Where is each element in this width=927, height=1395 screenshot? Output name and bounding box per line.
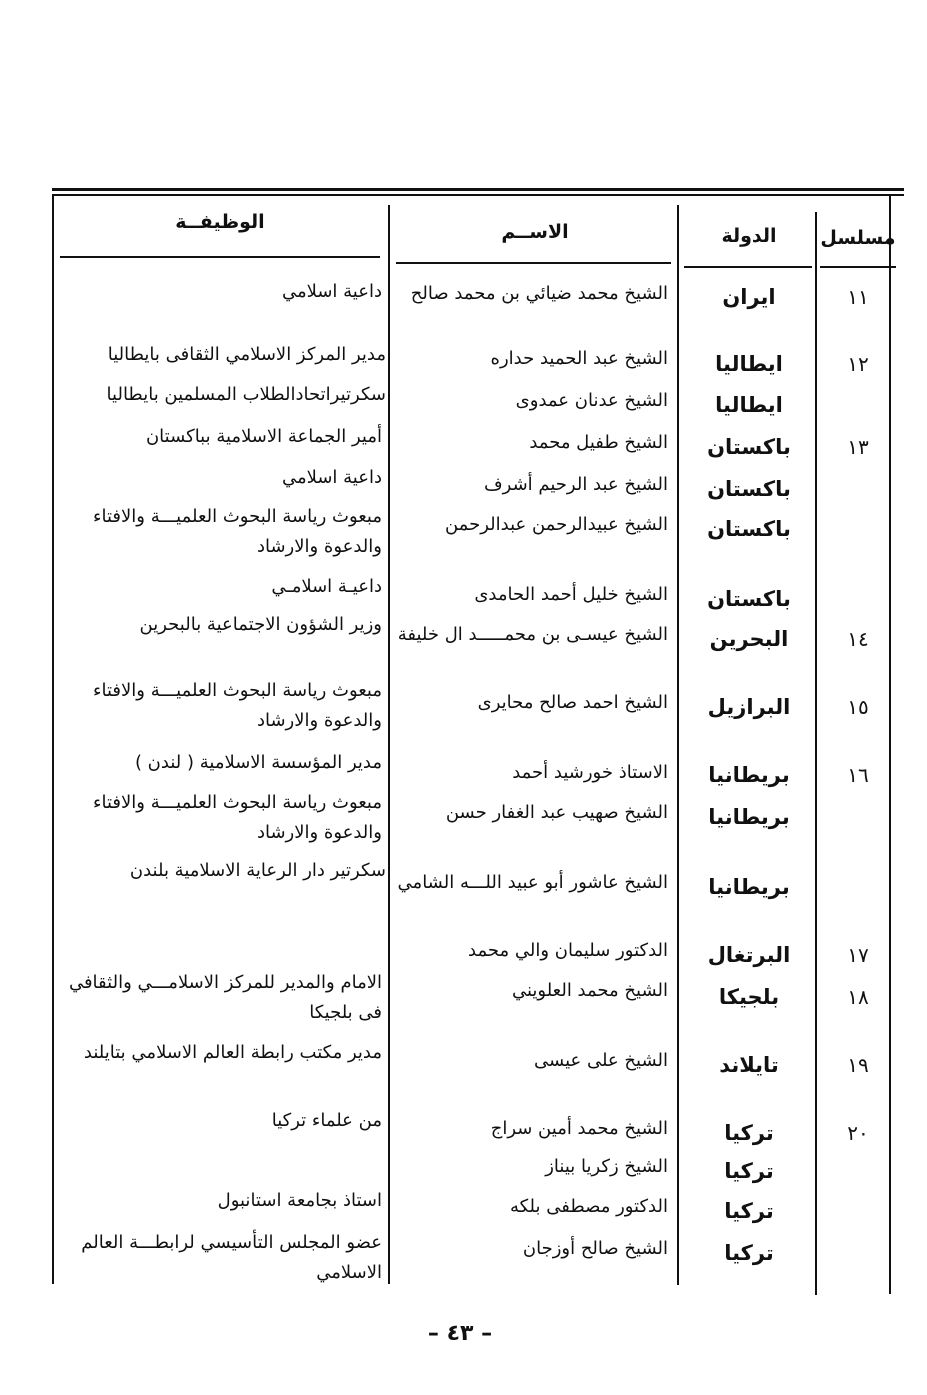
header-underline-name: [396, 262, 671, 264]
row-name: الشيخ صالح أوزجان: [522, 1238, 668, 1259]
row-job: سكرتيراتحادالطلاب المسلمين بايطاليا: [106, 384, 386, 405]
row-job: داعية اسلامي: [281, 467, 382, 488]
row-name: الشيخ طفيل محمد: [529, 432, 668, 453]
row-country: ايران: [722, 285, 776, 309]
row-country: بلجيكا: [718, 985, 780, 1009]
row-country: بريطانيا: [708, 805, 790, 829]
row-name: الشيخ محمد أمين سراج: [490, 1118, 668, 1139]
row-name: الشيخ زكريا بيناز: [545, 1156, 668, 1177]
row-name: الدكتور سليمان والي محمد: [468, 940, 668, 961]
top-rule: [52, 188, 904, 191]
row-country: تركيا: [724, 1241, 774, 1265]
row-name: الشيخ احمد صالح محايرى: [477, 692, 668, 713]
header-underline-serial: [820, 266, 896, 268]
row-country: بريطانيا: [708, 875, 790, 899]
row-country: باكستان: [707, 517, 791, 541]
column-line-job-name: [388, 205, 390, 1284]
row-job: أمير الجماعة الاسلامية بباكستان: [145, 426, 382, 447]
row-name: الشيخ على عيسى: [534, 1050, 668, 1071]
row-job: مدير المركز الاسلامي الثقافى بايطاليا: [107, 344, 386, 365]
row-job: مدير مكتب رابطة العالم الاسلامي بتايلند: [83, 1042, 382, 1063]
page-number: – ٤٣ –: [427, 1321, 493, 1346]
row-name: الشيخ محمد العلويني: [511, 980, 668, 1001]
header-country: الدولة: [721, 225, 777, 247]
row-job: من علماء تركيا: [271, 1110, 382, 1131]
row-job: عضو المجلس التأسيسي لرابطـــة العالم الاسلامي: [81, 1232, 382, 1283]
top-rule-inner: [52, 194, 904, 196]
row-serial: ١٢: [847, 352, 869, 376]
row-name: الشيخ عبيدالرحمن عبدالرحمن: [444, 514, 668, 535]
row-country: البحرين: [709, 627, 789, 651]
header-name: الاســم: [501, 221, 569, 243]
row-country: باكستان: [707, 587, 791, 611]
row-country: بريطانيا: [708, 763, 790, 787]
row-job: مدير المؤسسة الاسلامية ( لندن ): [134, 752, 382, 773]
row-name: الدكتور مصطفى بلكه: [509, 1196, 668, 1217]
row-job: مبعوث رياسة البحوث العلميـــة والافتاء والدعوة والارشاد: [93, 680, 382, 731]
header-job: الوظيفــة: [175, 211, 265, 233]
row-country: ايطاليا: [715, 393, 783, 417]
row-country: باكستان: [707, 435, 791, 459]
row-serial: ١٧: [847, 943, 869, 967]
row-country: البرتغال: [707, 943, 791, 967]
row-country: ايطاليا: [715, 352, 783, 376]
row-job: مبعوث رياسة البحوث العلميـــة والافتاء والدعوة والارشاد: [93, 792, 382, 843]
row-job: داعية اسلامي: [281, 281, 382, 302]
row-job: داعيـة اسلامـي: [271, 576, 382, 597]
row-country: تركيا: [724, 1159, 774, 1183]
row-name: الشيخ صهيب عبد الغفار حسن: [445, 802, 668, 823]
row-job: مبعوث رياسة البحوث العلميـــة والافتاء والدعوة والارشاد: [93, 506, 382, 557]
header-underline-job: [60, 256, 380, 258]
row-country: تركيا: [724, 1199, 774, 1223]
row-country: تركيا: [724, 1121, 774, 1145]
row-name: الشيخ خليل أحمد الحامدى: [474, 584, 668, 605]
row-name: الاستاذ خورشيد أحمد: [512, 762, 668, 783]
row-job: وزير الشؤون الاجتماعية بالبحرين: [139, 614, 382, 635]
column-line-name-country: [677, 205, 679, 1285]
header-serial: مسلسل: [820, 227, 896, 249]
row-serial: ١٩: [847, 1053, 869, 1077]
row-country: البرازيل: [707, 695, 791, 719]
row-name: الشيخ عبد الحميد حداره: [490, 348, 668, 369]
row-serial: ٢٠: [847, 1121, 869, 1145]
row-serial: ١٦: [847, 763, 869, 787]
row-name: الشيخ عبد الرحيم أشرف: [483, 474, 668, 495]
header-underline-country: [684, 266, 812, 268]
row-job: سكرتير دار الرعاية الاسلامية بلندن: [129, 860, 386, 881]
row-serial: ١٥: [847, 695, 869, 719]
row-serial: ١٣: [847, 435, 869, 459]
row-name: الشيخ عاشور أبو عبيد اللـــه الشامي: [397, 872, 668, 893]
row-job: الامام والمدير للمركز الاسلامـــي والثقافي فى بلجيكا: [68, 972, 382, 1023]
row-name: الشيخ عدنان عمدوى: [515, 390, 668, 411]
row-serial: ١١: [847, 285, 869, 309]
row-serial: ١٨: [847, 985, 869, 1009]
row-job: استاذ بجامعة استانبول: [217, 1190, 382, 1211]
column-line-country-serial: [815, 212, 817, 1295]
row-name: الشيخ محمد ضيائي بن محمد صالح: [410, 283, 668, 304]
row-country: تايلاند: [719, 1053, 779, 1077]
row-serial: ١٤: [847, 627, 869, 651]
row-name: الشيخ عيسـى بن محمـــــد ال خليفة: [397, 624, 668, 645]
row-country: باكستان: [707, 477, 791, 501]
